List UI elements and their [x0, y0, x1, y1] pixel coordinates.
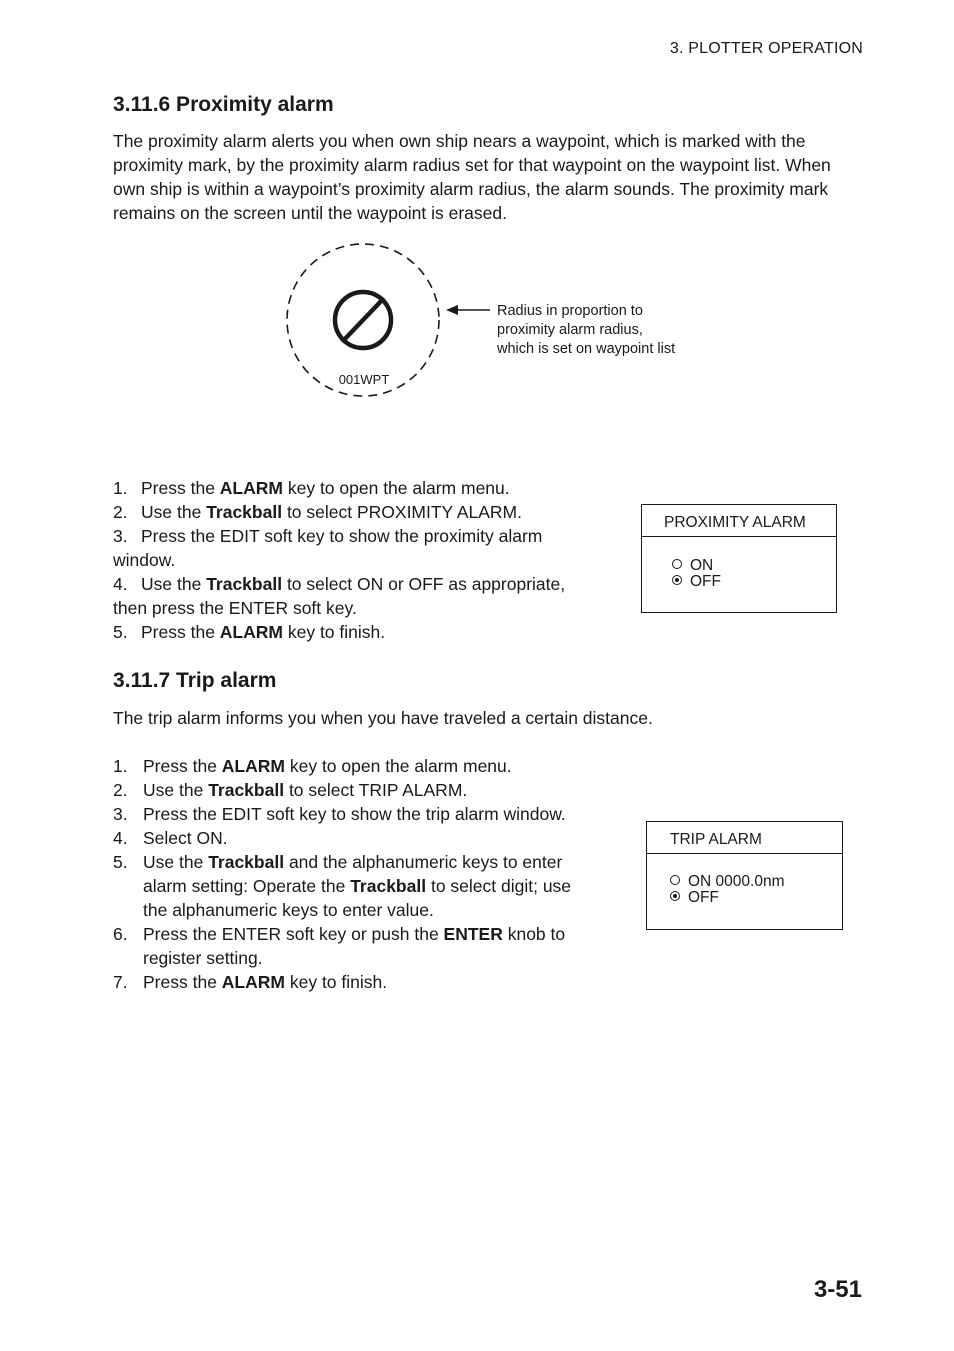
trip-intro: The trip alarm informs you when you have traveled a certain distance. [113, 708, 653, 728]
list-item: 4. Select ON. [113, 828, 228, 848]
running-header: 3. PLOTTER OPERATION [669, 40, 863, 57]
proximity-alarm-window [641, 504, 837, 613]
proximity-intro: The proximity alarm alerts you when own ship nears a waypoint, which is marked with the proximity mark, by the proximity alarm radius set for that waypoint on the waypoint list. When own ship is within a waypoint’s proximity alarm radius, the alarm sounds. The proximity mark remains on the screen until the waypoint is erased. [113, 131, 831, 223]
list-item: 5. Press the ALARM key to finish. [113, 622, 386, 642]
option-on[interactable]: ON [642, 537, 836, 574]
list-item-continuation: then press the ENTER soft key. [113, 598, 357, 618]
list-item-continuation: window. [113, 550, 176, 570]
radio-unselected-icon [670, 875, 680, 885]
radio-unselected-icon [672, 559, 682, 569]
list-item: 5. Use the Trackball and the alphanumeric keys to enter [113, 852, 563, 872]
proximity-alarm-title: PROXIMITY ALARM [642, 505, 836, 537]
trip-alarm-title: TRIP ALARM [647, 822, 842, 854]
list-item: 2. Use the Trackball to select PROXIMITY ALARM. [113, 502, 522, 522]
callout-line-1: Radius in proportion to [497, 303, 643, 319]
list-item: 6. Press the ENTER soft key or push the ENTER knob to [113, 924, 566, 944]
list-item-continuation: the alphanumeric keys to enter value. [143, 900, 434, 920]
page-number: 3-51 [813, 1276, 862, 1303]
option-off[interactable]: OFF [642, 574, 836, 590]
section-heading-trip: 3.11.7 Trip alarm [113, 669, 277, 692]
callout-line-2: proximity alarm radius, [497, 322, 643, 338]
list-item: 1. Press the ALARM key to open the alarm menu. [113, 478, 510, 498]
list-item: 2. Use the Trackball to select TRIP ALARM. [113, 780, 468, 800]
proximity-figure [270, 236, 720, 406]
list-item: 4. Use the Trackball to select ON or OFF as appropriate, [113, 574, 566, 594]
list-item: 7. Press the ALARM key to finish. [113, 972, 388, 992]
radio-selected-icon [672, 575, 682, 585]
radio-selected-icon [670, 891, 680, 901]
callout-arrow-icon [446, 305, 490, 315]
list-item-continuation: alarm setting: Operate the Trackball to select digit; use [143, 876, 572, 896]
list-item: 3. Press the EDIT soft key to show the trip alarm window. [113, 804, 566, 824]
list-item-continuation: register setting. [143, 948, 263, 968]
callout-line-3: which is set on waypoint list [497, 341, 676, 357]
list-item: 3. Press the EDIT soft key to show the proximity alarm [113, 526, 543, 546]
option-on[interactable]: ON 0000.0nm [647, 854, 842, 890]
trip-alarm-window [646, 821, 843, 930]
list-item: 1. Press the ALARM key to open the alarm menu. [113, 756, 512, 776]
proximity-mark-icon [335, 292, 391, 348]
section-heading-proximity: 3.11.6 Proximity alarm [113, 93, 334, 116]
option-off[interactable]: OFF [647, 890, 842, 906]
waypoint-label: 001WPT [338, 372, 390, 387]
